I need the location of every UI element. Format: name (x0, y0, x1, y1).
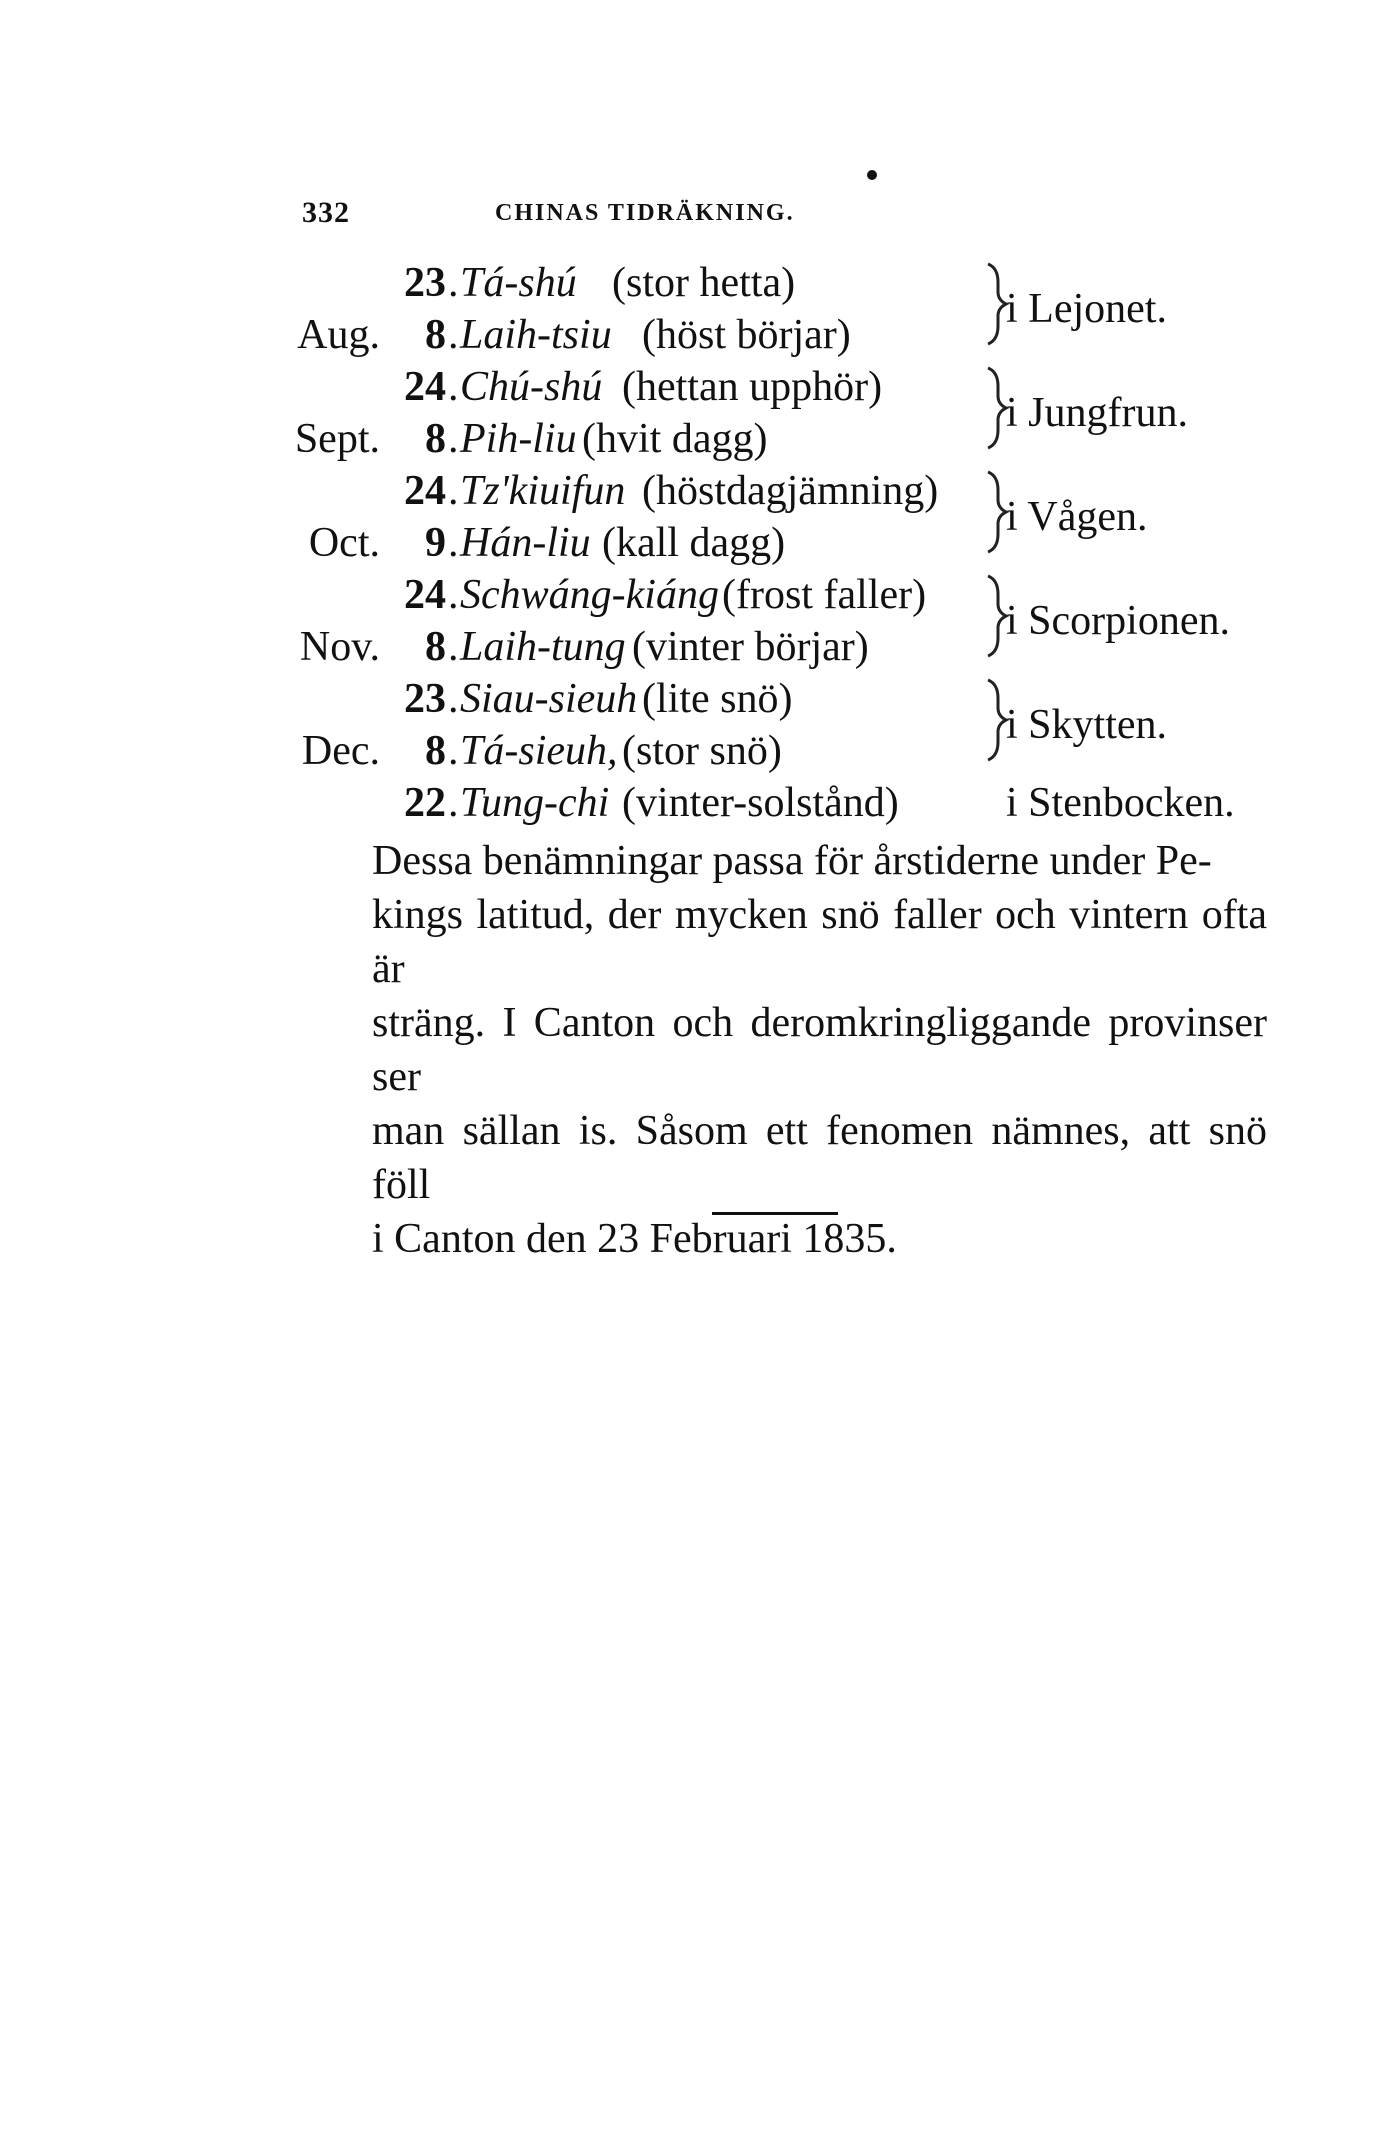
gloss: (höst börjar) (642, 312, 851, 358)
day: 24 (404, 572, 446, 618)
chinese-term: Hán-liu (460, 520, 591, 566)
zodiac-sign: i Jungfrun. (1006, 390, 1188, 436)
paragraph-line: kings latitud, der mycken snö faller och vintern ofta är (372, 892, 1267, 992)
chinese-term: Tung-chi (460, 780, 610, 826)
chinese-term: Pih-liu (460, 416, 577, 462)
gloss: (vinter-solstånd) (622, 780, 899, 826)
body-paragraph (372, 834, 1267, 1266)
gloss: (vinter börjar) (632, 624, 869, 670)
paragraph-line: i Canton den 23 Februari 1835. (372, 1216, 897, 1262)
zodiac-sign: i Vågen. (1006, 494, 1148, 540)
brace-2 (988, 368, 1006, 448)
gloss: (lite snö) (642, 676, 793, 722)
brace-4 (988, 576, 1006, 656)
brace-1 (988, 264, 1006, 344)
paragraph-line: Dessa benämningar passa för årstiderne under Pe- (372, 838, 1212, 884)
gloss: (stor hetta) (612, 260, 796, 306)
chinese-term: Laih-tsiu (460, 312, 612, 358)
zodiac-sign: i Lejonet. (1006, 286, 1167, 332)
day: 8 (425, 728, 446, 774)
day: 24 (404, 468, 446, 514)
brace-3 (988, 472, 1006, 552)
day: 23 (404, 260, 446, 306)
chinese-term: Schwáng-kiáng (460, 572, 719, 618)
chinese-term: Laih-tung (460, 624, 626, 670)
day: 8 (425, 624, 446, 670)
paragraph-line: man sällan is. Såsom ett fenomen nämnes, att snö föll (372, 1108, 1267, 1208)
day: 24 (404, 364, 446, 410)
chinese-term: Tá-shú (460, 260, 577, 306)
zodiac-sign: i Stenbocken. (1006, 780, 1235, 826)
zodiac-sign: i Skytten. (1006, 702, 1168, 748)
day: 23 (404, 676, 446, 722)
gloss: (frost faller) (722, 572, 927, 618)
day: 8 (425, 416, 446, 462)
gloss: (kall dagg) (602, 520, 786, 566)
day: 8 (425, 312, 446, 358)
month: Nov. (299, 624, 380, 670)
section-rule (712, 1212, 838, 1215)
zodiac-sign: i Scorpionen. (1006, 598, 1230, 644)
gloss: (stor snö) (622, 728, 782, 774)
month: Dec. (301, 728, 380, 774)
month: Aug. (297, 312, 380, 358)
page-number: 332 (302, 196, 350, 229)
chinese-term: Tz'kiuifun (460, 468, 626, 514)
gloss: (hvit dagg) (582, 416, 768, 462)
month: Sept. (294, 416, 380, 462)
day: 22 (404, 780, 446, 826)
paragraph-line: sträng. I Canton och deromkringliggande provinser ser (372, 1000, 1267, 1100)
gloss: (höstdagjämning) (642, 468, 939, 514)
book-page: 332 CHINAS TIDRÄKNING. 23 . Tá-shú (stor hetta) Aug. 8 . Laih-tsiu (höst börjar) 24 . Chú-shú (hettan upphör) Sept. 8 . Pih-liu (hvit dagg) 24 . Tz'kiuifun (höstdagjämning) Oct. 9 . Hán-liu (kall dagg) 24 . Schwáng-kiáng (frost faller) Nov. 8 . Laih-tung (vinter börjar) 23 . Siau-sieuh (lite snö) Dec. 8 . Tá-sieuh, (stor snö) 22 . Tung-chi (vinter-solstånd) i Lejonet. i Jungfrun. i Vågen. i Scorpionen. i Skytten. i Stenbocken. Dessa benämningar passa för årstiderne under Pe- kings latitud, der mycken snö faller och vintern ofta är sträng. I Canton och deromkringliggande provinser ser man sällan is. Såsom ett fenomen nämnes, att snö föll i Canton den 23 Februari 1835. (0, 0, 1400, 2146)
chinese-term: Tá-sieuh, (460, 728, 618, 774)
month: Oct. (308, 520, 380, 566)
brace-5 (988, 680, 1006, 760)
day: 9 (425, 520, 446, 566)
chinese-term: Chú-shú (460, 364, 603, 410)
running-title: CHINAS TIDRÄKNING. (495, 200, 795, 226)
gloss: (hettan upphör) (622, 364, 883, 410)
chinese-term: Siau-sieuh (460, 676, 638, 722)
